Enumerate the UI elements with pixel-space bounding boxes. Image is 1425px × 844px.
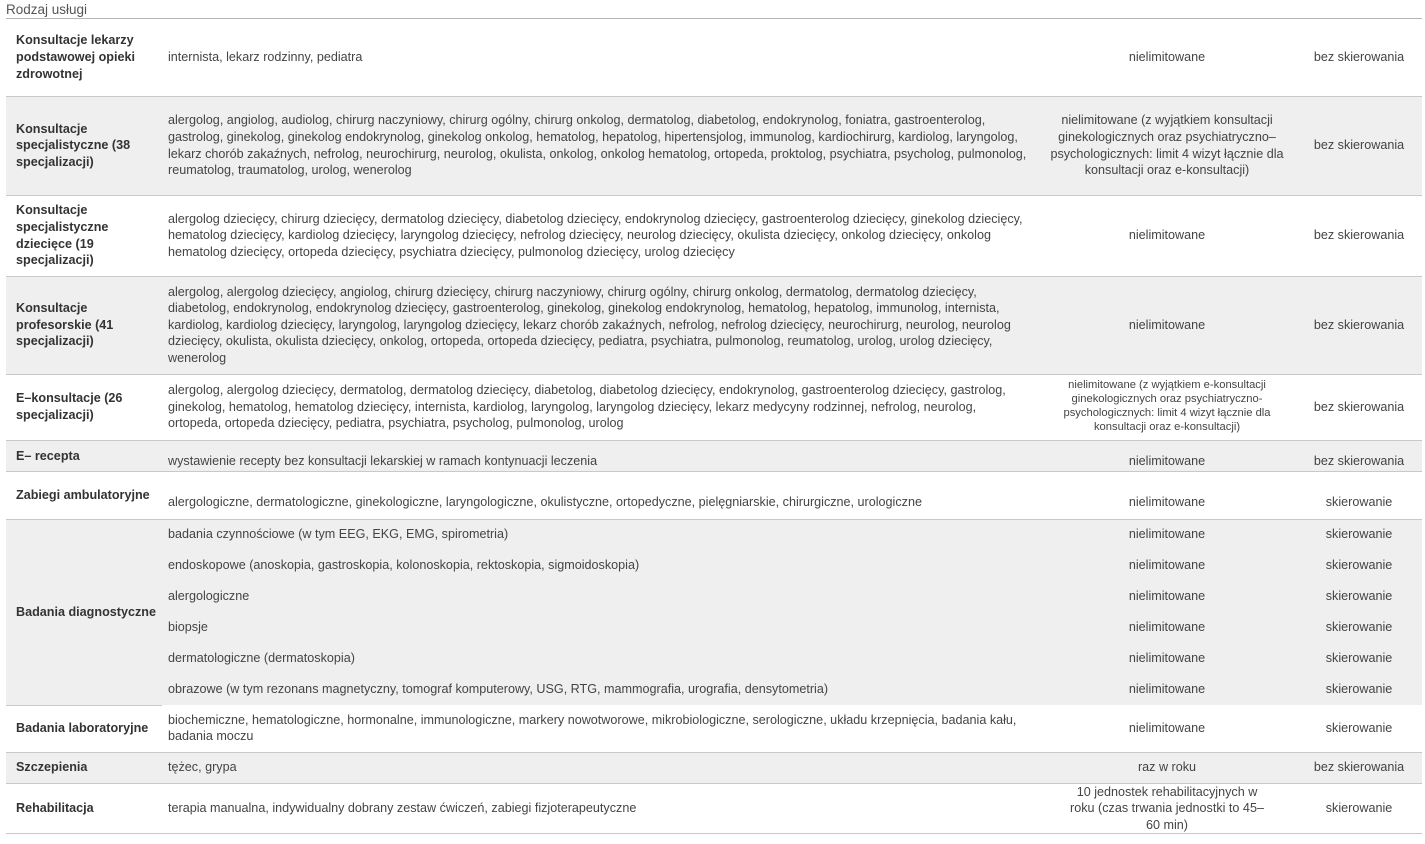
row-limit: raz w roku [1038, 752, 1296, 783]
row-description: alergologiczne [162, 581, 1038, 612]
row-referral: skierowanie [1296, 471, 1422, 519]
table-header-title: Rodzaj usługi [6, 1, 1422, 19]
services-table [6, 19, 1422, 834]
table-row [6, 752, 1422, 783]
row-limit: 10 jednostek rehabilitacyjnych w roku (czas trwania jednostki to 45–60 min) [1038, 783, 1296, 834]
row-category: Konsultacje lekarzy podstawowej opieki zdrowotnej [6, 19, 162, 96]
row-description: terapia manualna, indywidualny dobrany zestaw ćwiczeń, zabiegi fizjoterapeutyczne [162, 783, 1038, 834]
row-category: Konsultacje profesorskie (41 specjalizacji) [6, 276, 162, 374]
row-referral: skierowanie [1296, 674, 1422, 705]
row-limit: nielimitowane [1038, 471, 1296, 519]
row-category: Badania diagnostyczne [6, 519, 162, 705]
row-description: alergolog, alergolog dziecięcy, angiolog, chirurg dziecięcy, chirurg naczyniowy, chirurg ogólny, chirurg onkolog, dermatolog, dermatolog dziecięcy, diabetolog, endokrynolog, endokrynolog dziecięcy, gastroenterolog, ginekolog, ginekolog endokrynolog, hematolog, hepatolog, immunolog, internista, kardiolog, kardiolog dziecięcy, laryngolog, laryngolog dziecięcy, lekarz chorób zakaźnych, nefrolog, nefrolog dziecięcy, neurochirurg, neurolog, neurolog dziecięcy, okulista, okulista dziecięcy, onkolog, ortopeda, ortopeda dziecięcy, pediatra, psychiatra, pulmonolog, reumatolog, urolog, urolog dziecięcy, wenerolog [162, 276, 1038, 374]
row-limit: nielimitowane [1038, 519, 1296, 550]
row-limit: nielimitowane [1038, 643, 1296, 674]
table-row [6, 19, 1422, 96]
table-row [6, 674, 1422, 705]
row-description: alergolog dziecięcy, chirurg dziecięcy, dermatolog dziecięcy, diabetolog dziecięcy, endokrynolog dziecięcy, gastroenterolog dziecięcy, ginekolog dziecięcy, hematolog dziecięcy, kardiolog dziecięcy, laryngolog dziecięcy, nefrolog dziecięcy, neurolog dziecięcy, okulista dziecięcy, onkolog dziecięcy, onkolog hematolog dziecięcy, ortopeda dziecięcy, psychiatra dziecięcy, pulmonolog dziecięcy, urolog dziecięcy [162, 195, 1038, 276]
row-description: alergolog, alergolog dziecięcy, dermatolog, dermatolog dziecięcy, diabetolog, diabetolog dziecięcy, endokrynolog, gastroenterolog dziecięcy, gastrolog, ginekolog, hematolog, hematolog dziecięcy, internista, kardiolog, laryngolog, laryngolog dziecięcy, lekarz medycyny rodzinnej, nefrolog, neurolog, ortopeda, ortopeda dziecięcy, pediatra, psychiatra, psycholog, pulmonolog, urolog [162, 374, 1038, 440]
row-category: Badania laboratoryjne [6, 705, 162, 752]
row-limit: nielimitowane [1038, 612, 1296, 643]
row-limit: nielimitowane [1038, 674, 1296, 705]
row-referral: skierowanie [1296, 519, 1422, 550]
row-referral: bez skierowania [1296, 374, 1422, 440]
table-row [6, 471, 1422, 519]
row-limit: nielimitowane [1038, 550, 1296, 581]
row-referral: skierowanie [1296, 550, 1422, 581]
row-category: Szczepienia [6, 752, 162, 783]
table-row [6, 581, 1422, 612]
row-description: badania czynnościowe (w tym EEG, EKG, EMG, spirometria) [162, 519, 1038, 550]
row-limit: nielimitowane [1038, 581, 1296, 612]
table-row [6, 612, 1422, 643]
table-row [6, 276, 1422, 374]
table-row [6, 783, 1422, 834]
row-referral: bez skierowania [1296, 195, 1422, 276]
row-category: Konsultacje specjalistyczne dziecięce (19 specjalizacji) [6, 195, 162, 276]
row-referral: skierowanie [1296, 643, 1422, 674]
row-referral: bez skierowania [1296, 276, 1422, 374]
row-description: alergologiczne, dermatologiczne, ginekologiczne, laryngologiczne, okulistyczne, ortopedyczne, pielęgniarskie, chirurgiczne, urologiczne [162, 471, 1038, 519]
row-description: alergolog, angiolog, audiolog, chirurg naczyniowy, chirurg ogólny, chirurg onkolog, dermatolog, diabetolog, endokrynolog, foniatra, gastroenterolog, gastrolog, ginekolog, ginekolog endokrynolog, ginekolog onkolog, hematolog, hepatolog, hipertensjolog, immunolog, kardiochirurg, kardiolog, laryngolog, lekarz chorób zakaźnych, nefrolog, neurochirurg, neurolog, okulista, onkolog, onkolog hematolog, ortopeda, proktolog, psychiatra, psycholog, pulmonolog, reumatolog, traumatolog, urolog, wenerolog [162, 96, 1038, 195]
row-referral: skierowanie [1296, 783, 1422, 834]
row-limit: nielimitowane [1038, 440, 1296, 471]
row-description: endoskopowe (anoskopia, gastroskopia, kolonoskopia, rektoskopia, sigmoidoskopia) [162, 550, 1038, 581]
row-limit: nielimitowane (z wyjątkiem e-konsultacji ginekologicznych oraz psychiatryczno-psychologicznych: limit 4 wizyt łącznie dla konsultacji oraz e-konsultacji) [1038, 374, 1296, 440]
row-limit: nielimitowane [1038, 705, 1296, 752]
table-row [6, 440, 1422, 471]
row-referral: bez skierowania [1296, 96, 1422, 195]
row-referral: bez skierowania [1296, 752, 1422, 783]
row-referral: skierowanie [1296, 705, 1422, 752]
row-description: wystawienie recepty bez konsultacji lekarskiej w ramach kontynuacji leczenia [162, 440, 1038, 471]
row-description: biochemiczne, hematologiczne, hormonalne, immunologiczne, markery nowotworowe, mikrobiologiczne, serologiczne, układu krzepnięcia, badania kału, badania moczu [162, 705, 1038, 752]
row-description: internista, lekarz rodzinny, pediatra [162, 19, 1038, 96]
row-referral: skierowanie [1296, 581, 1422, 612]
row-category: Rehabilitacja [6, 783, 162, 834]
row-category: Konsultacje specjalistyczne (38 specjalizacji) [6, 96, 162, 195]
row-referral: bez skierowania [1296, 19, 1422, 96]
table-row [6, 374, 1422, 440]
row-description: tężec, grypa [162, 752, 1038, 783]
table-row [6, 195, 1422, 276]
row-category: Zabiegi ambulatoryjne [6, 471, 162, 519]
row-category: E–konsultacje (26 specjalizacji) [6, 374, 162, 440]
row-referral: bez skierowania [1296, 440, 1422, 471]
row-category: E– recepta [6, 440, 162, 471]
row-limit: nielimitowane [1038, 195, 1296, 276]
row-description: biopsje [162, 612, 1038, 643]
row-limit: nielimitowane [1038, 19, 1296, 96]
table-row [6, 96, 1422, 195]
row-referral: skierowanie [1296, 612, 1422, 643]
table-row [6, 519, 1422, 550]
table-row [6, 550, 1422, 581]
row-description: obrazowe (w tym rezonans magnetyczny, tomograf komputerowy, USG, RTG, mammografia, urografia, densytometria) [162, 674, 1038, 705]
table-row [6, 643, 1422, 674]
row-limit: nielimitowane [1038, 276, 1296, 374]
row-description: dermatologiczne (dermatoskopia) [162, 643, 1038, 674]
table-row [6, 705, 1422, 752]
row-limit: nielimitowane (z wyjątkiem konsultacji ginekologicznych oraz psychiatryczno–psychologicznych: limit 4 wizyt łącznie dla konsultacji oraz e-konsultacji) [1038, 96, 1296, 195]
